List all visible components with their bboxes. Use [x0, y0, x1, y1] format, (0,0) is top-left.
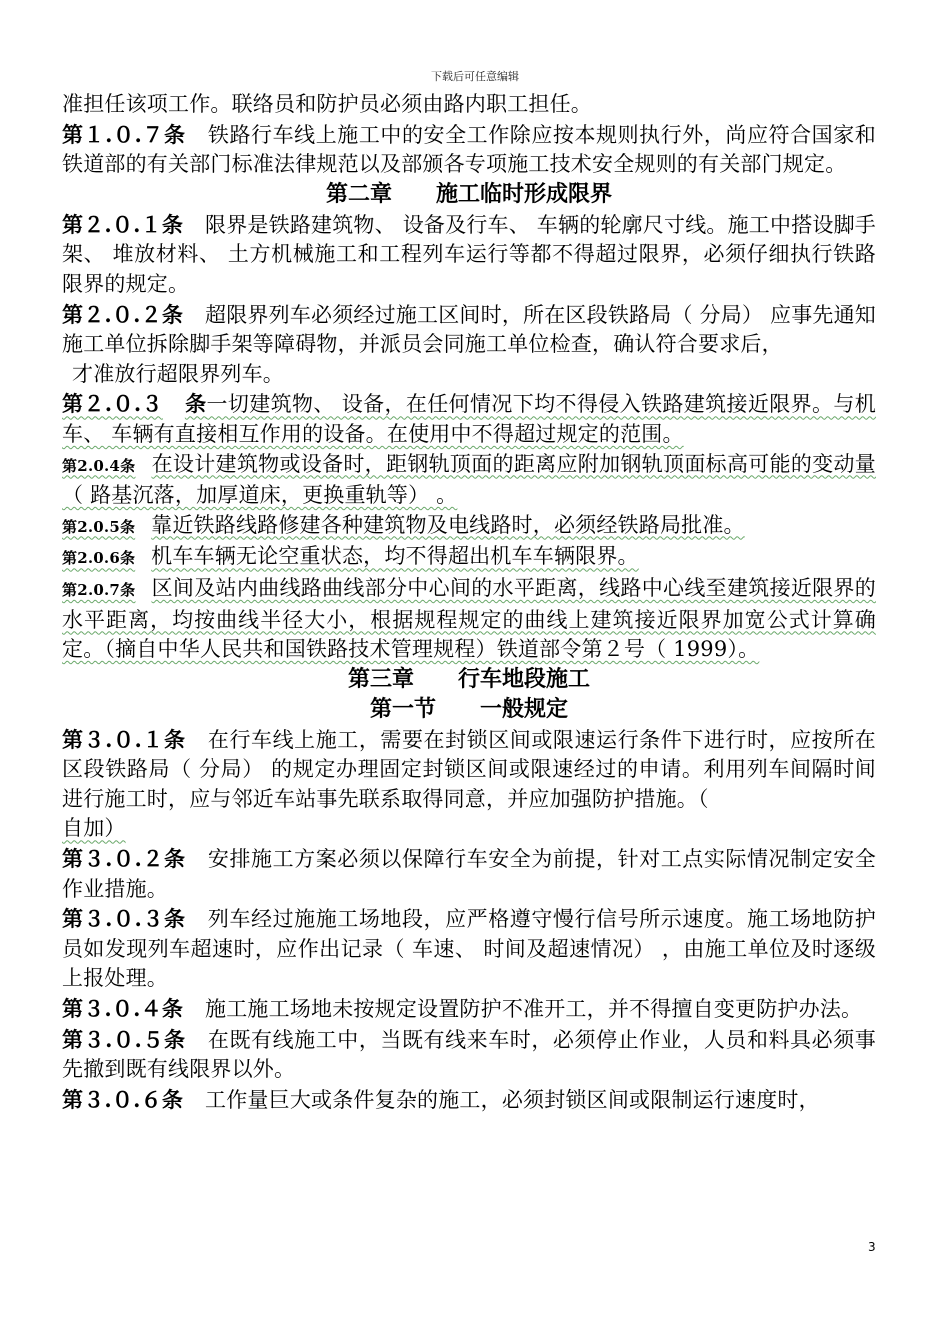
article-text-continued: 自加） [62, 816, 126, 841]
article-text: 列车经过施施工场地段，应严格遵守慢行信号所示速度。施工场地防护员如发现列车超速时，应作出记录（ 车速、 时间及超速情况） ，由施工单位及时逐级上报处理。 [62, 907, 876, 991]
article-3-0-1 [62, 725, 876, 844]
article-label: 第３.０.６条 [62, 1086, 184, 1112]
article-text: 在既有线施工中，当既有线来车时，必须停止作业，人员和料具必须事先撤到既有线限界以外。 [62, 1027, 876, 1082]
article-label: 第３.０.２条 [62, 846, 186, 872]
article-text: 区间及站内曲线路曲线部分中心间的水平距离，线路中心线至建筑接近限界的水平距离，均按曲线半径大小，根据规程规定的曲线上建筑接近限界加宽公式计算确定。（摘自中华人民共和国铁路技术管理规程）铁道部令第２号（ 1999）。 [62, 575, 876, 662]
article-text: 工作量巨大或条件复杂的施工，必须封锁区间或限制运行速度时， [205, 1087, 820, 1112]
article-3-0-4 [62, 994, 876, 1025]
article-text: 在行车线上施工，需要在封锁区间或限速运行条件下进行时，应按所在区段铁路局（ 分局） 的规定办理固定封锁区间或限速经过的申请。利用列车间隔时间进行施工时，应与邻近车站事先联系取得同意，并应加强防护措施。（ [62, 727, 876, 811]
section-1-heading: 第一节 一般规定 [369, 696, 569, 722]
paragraph-continuation: 准担任该项工作。联络员和防护员必须由路内职工担任。 [62, 92, 592, 116]
article-text: 限界是铁路建筑物、 设备及行车、 车辆的轮廓尺寸线。施工中搭设脚手架、 堆放材料、 土方机械施工和工程列车运行等都不得超过限界，必须仔细执行铁路限界的规定。 [62, 212, 876, 296]
article-label: 第2.0.4条 [62, 456, 136, 475]
article-text: 施工施工场地未按规定设置防护不准开工，并不得擅自变更防护办法。 [205, 997, 863, 1022]
document-body [62, 90, 876, 1115]
article-label: 第2.0.6条 [62, 549, 136, 568]
article-2-0-4 [62, 450, 876, 511]
article-2-0-3: 第２.０.３ 条一切建筑物、 设备，在任何情况下均不得侵入铁路建筑接近限界。与机车、 车辆有直接相互作用的设备。在使用中不得超过规定的范围。 [62, 391, 877, 446]
article-2-0-2 [62, 300, 876, 390]
page-header-note: 下载后可任意编辑 [431, 70, 519, 83]
chapter-3-heading: 第三章 行车地段施工 [347, 666, 591, 692]
article-text: 靠近铁路线路修建各种建筑物及电线路时，必须经铁路局批准。 [151, 512, 745, 537]
article-label: 第2.0.7条 [62, 580, 136, 599]
article-text: 超限界列车必须经过施工区间时，所在区段铁路局（ 分局） 应事先通知施工单位拆除脚手架等障碍物，并派员会同施工单位检查，确认符合要求后， [62, 302, 876, 357]
article-text: 在设计建筑物或设备时，距钢轨顶面的距离应附加钢轨顶面标高可能的变动量（ 路基沉落，加厚道床，更换重轨等） 。 [62, 451, 876, 508]
article-text: 安排施工方案必须以保障行车安全为前提，针对工点实际情况制定安全作业措施。 [62, 847, 876, 901]
page-number: 3 [868, 1240, 876, 1254]
article-text: 机车车辆无论空重状态，均不得超出机车车辆限界。 [151, 544, 639, 569]
article-label: 第１.０.７条 [62, 121, 186, 147]
article-label: 第３.０.４条 [62, 996, 184, 1022]
article-3-0-2 [62, 844, 876, 904]
article-text: 一切建筑物、 设备，在任何情况下均不得侵入铁路建筑接近限界。与机车、 车辆有直接相互作用的设备。在使用中不得超过规定的范围。 [62, 392, 877, 446]
article-label: 第2.0.5条 [62, 517, 136, 536]
article-2-0-5 [62, 511, 876, 543]
article-text: 铁路行车线上施工中的安全工作除应按本规则执行外，尚应符合国家和铁道部的有关部门标准法律规范以及部颁各专项施工技术安全规则的有关部门规定。 [62, 122, 876, 177]
article-3-0-5 [62, 1025, 876, 1085]
article-3-0-6 [62, 1085, 876, 1116]
article-label: 第２.０.２条 [62, 301, 184, 327]
article-2-0-6 [62, 542, 876, 574]
article-3-0-3 [62, 904, 876, 994]
article-label: 第３.０.５条 [62, 1026, 186, 1052]
article-2-0-1 [62, 210, 876, 300]
article-label: 第２.０.１条 [62, 211, 184, 237]
article-text-continued: 才准放行超限界列车。 [72, 361, 284, 386]
chapter-2-heading: 第二章 施工临时形成限界 [325, 181, 613, 207]
article-label: 第３.０.３条 [62, 906, 186, 932]
article-1-0-7 [62, 120, 876, 180]
article-label: 第３.０.１条 [62, 726, 186, 752]
article-2-0-7 [62, 574, 876, 665]
article-label: 第２.０.３ [62, 391, 163, 417]
